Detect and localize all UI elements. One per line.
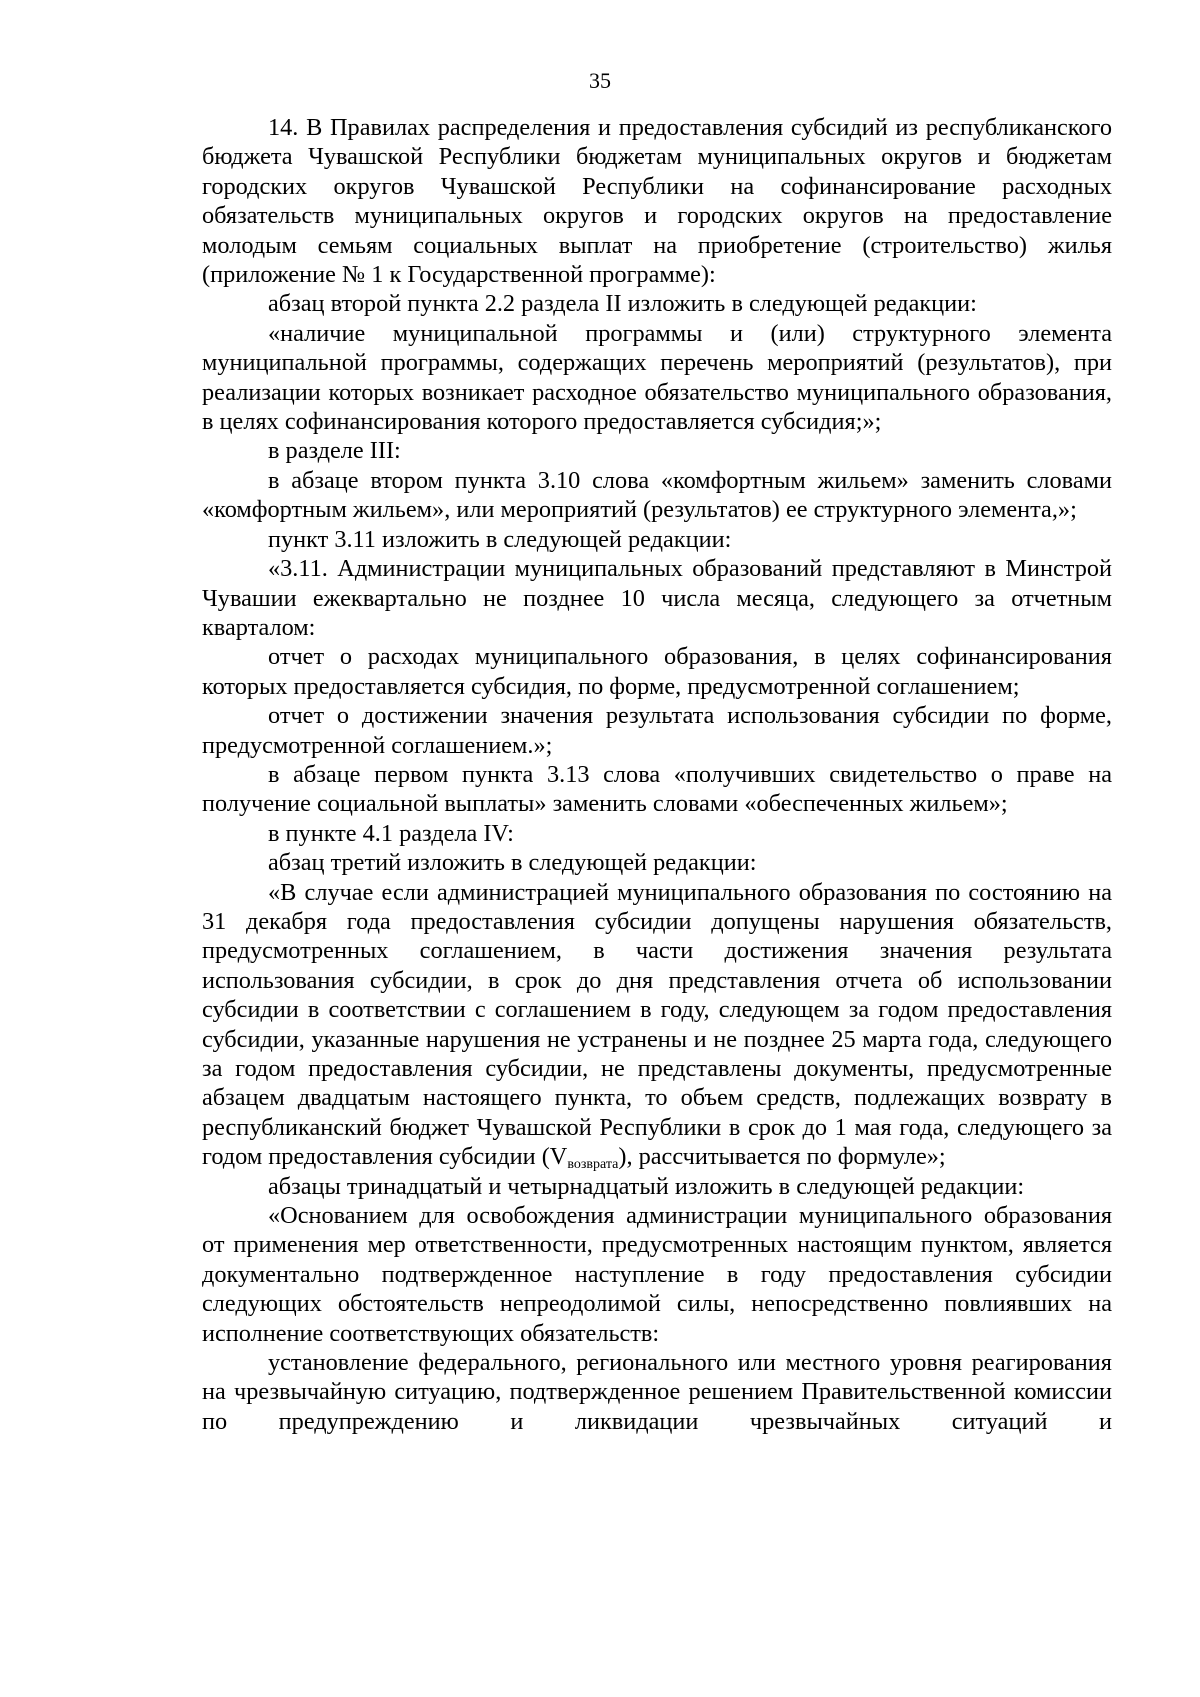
- paragraph: отчет о расходах муниципального образования, в целях софинансирования которых предоставляется субсидия, по форме, предусмотренной соглашением;: [202, 643, 1112, 700]
- document-body: [202, 113, 1112, 1436]
- paragraph: отчет о достижении значения результата использования субсидии по форме, предусмотренной соглашением.»;: [202, 702, 1112, 759]
- paragraph: 14. В Правилах распределения и предоставления субсидий из республиканского бюджета Чувашской Республики бюджетам муниципальных округов и бюджетам городских округов Чувашской Республики на софинансирование расходных обязательств муниципальных округов и городских округов на предоставление молодым семьям социальных выплат на приобретение (строительство) жилья (приложение № 1 к Государственной программе):: [202, 114, 1112, 289]
- paragraph-main-text: «В случае если администрацией муниципального образования по состоянию на 31 декабря года предоставления субсидии допущены нарушения обязательств, предусмотренных соглашением, в части достижения значения результата использования субсидии, в срок до дня представления отчета об использовании субсидии в соответствии с соглашением в году, следующем за годом предоставления субсидии, указанные нарушения не устранены и не позднее 25 марта года, следующего за годом предоставления субсидии, не представлены документы, предусмотренные абзацем двадцатым настоящего пункта, то объем средств, подлежащих возврату в республиканский бюджет Чувашской Республики в срок до 1 мая года, следующего за годом предоставления субсидии (V: [202, 878, 1112, 1171]
- paragraph-formula-intro: [202, 878, 1112, 1172]
- paragraph: в абзаце первом пункта 3.13 слова «получивших свидетельство о праве на получение социальной выплаты» заменить словами «обеспеченных жильем»;: [202, 760, 1112, 818]
- paragraph: «Основанием для освобождения администрации муниципального образования от применения мер ответственности, предусмотренных настоящим пунктом, является документально подтвержденное наступление в году предоставления субсидии следующих обстоятельств непреодолимой силы, непосредственно повлиявших на исполнение соответствующих обязательств:: [202, 1202, 1112, 1347]
- paragraph: «3.11. Администрации муниципальных образований представляют в Минстрой Чувашии ежеквартально не позднее 10 числа месяца, следующего за отчетным кварталом:: [202, 555, 1112, 641]
- paragraph: в абзаце втором пункта 3.10 слова «комфортным жильем» заменить словами «комфортным жильем», или мероприятий (результатов) ее структурного элемента,»;: [202, 466, 1112, 524]
- paragraph-continued: установление федерального, регионального или местного уровня реагирования на чрезвычайную ситуацию, подтвержденное решением Правительственной комиссии по предупреждению и ликвидации чрезвычайных ситуаций и: [202, 1349, 1112, 1435]
- paragraph: в пункте 4.1 раздела IV:: [268, 819, 514, 847]
- page-number: 35: [589, 68, 611, 93]
- paragraph: абзацы тринадцатый и четырнадцатый изложить в следующей редакции:: [268, 1172, 1025, 1200]
- paragraph: «наличие муниципальной программы и (или) структурного элемента муниципальной программы, содержащих перечень мероприятий (результатов), при реализации которых возникает расходное обязательство муниципального образования, в целях софинансирования которого предоставляется субсидия;»;: [202, 319, 1112, 436]
- paragraph-tail-text: ), рассчитывается по формуле»;: [618, 1143, 946, 1171]
- volume-subscript: возврата: [567, 1157, 619, 1173]
- paragraph: пункт 3.11 изложить в следующей редакции:: [268, 525, 732, 553]
- paragraph: абзац третий изложить в следующей редакции:: [268, 849, 757, 877]
- paragraph: в разделе III:: [268, 437, 401, 465]
- paragraph: абзац второй пункта 2.2 раздела II изложить в следующей редакции:: [268, 290, 977, 318]
